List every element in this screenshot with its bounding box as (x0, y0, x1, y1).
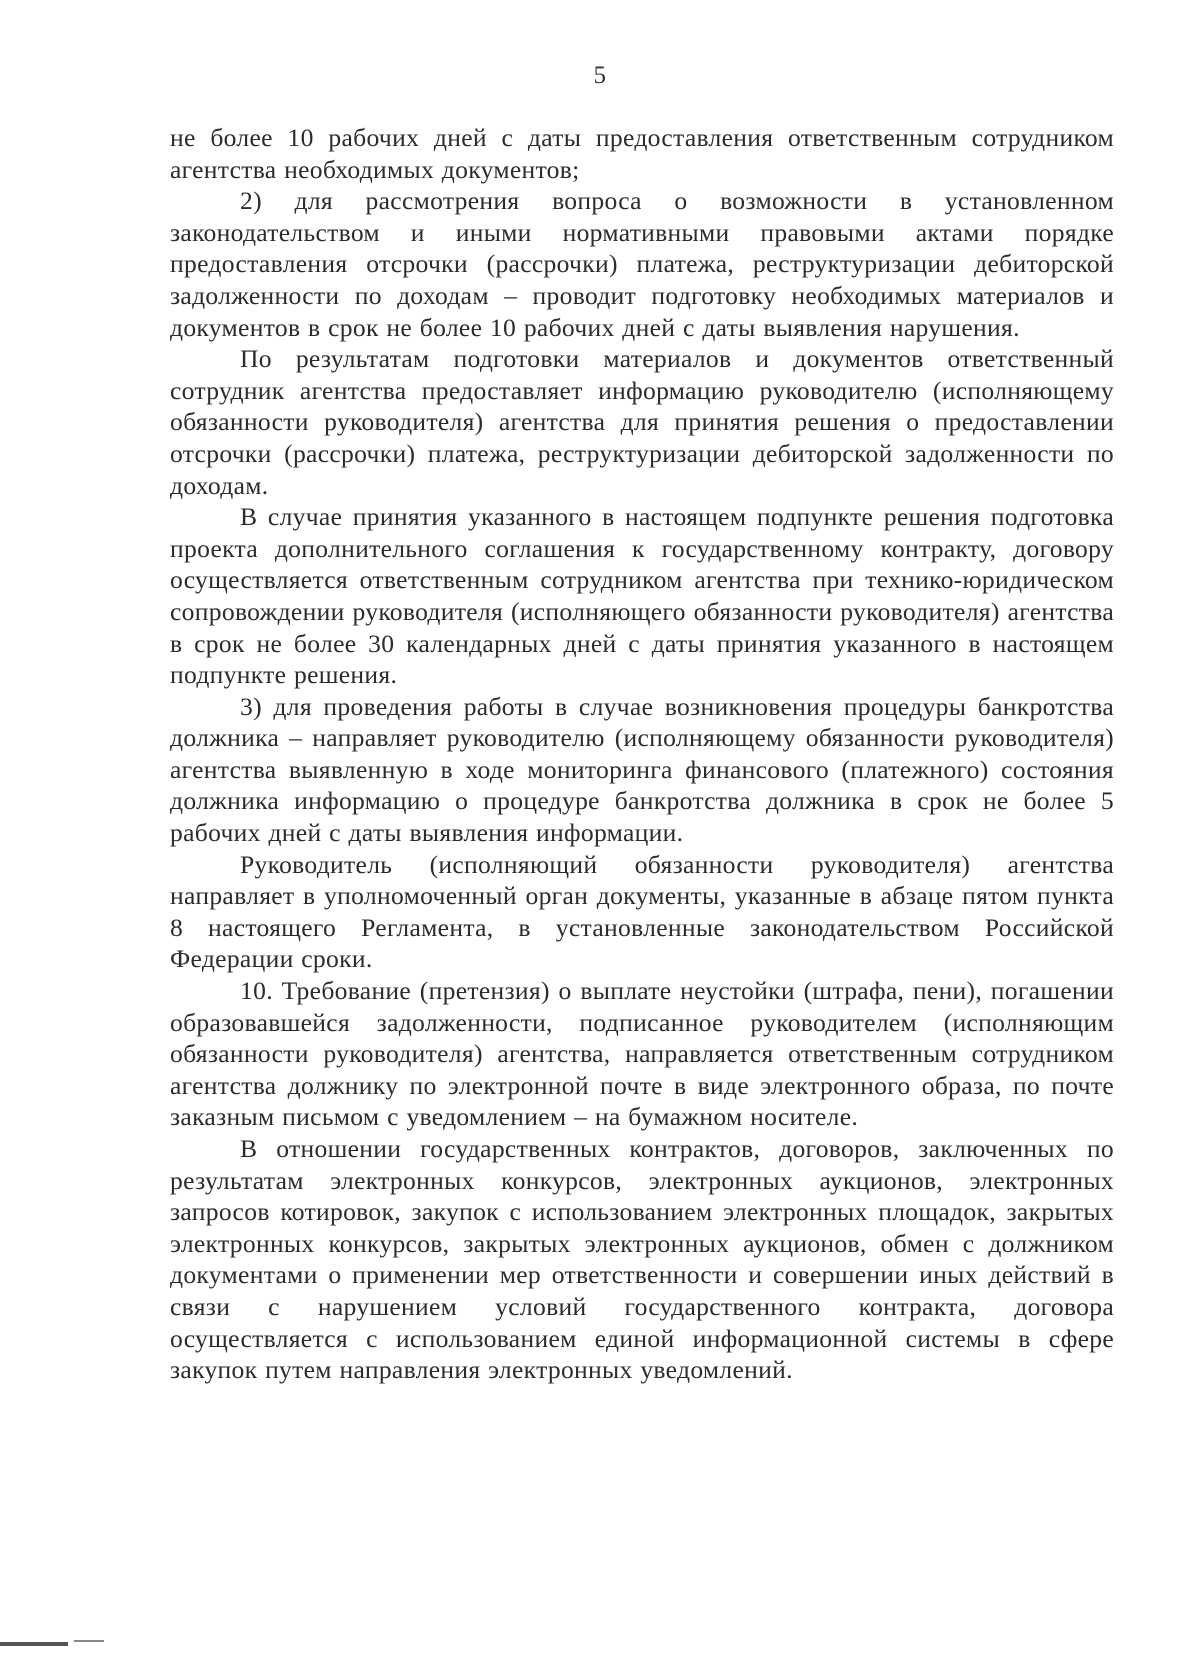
paragraph-item-2: 2) для рассмотрения вопроса о возможности в установленном законодательством и иными нормативными правовыми актами порядке предоставления отсрочки (рассрочки) платежа, реструктуризации дебиторской задолженности по доходам – проводит подготовку необходимых материалов и документов в срок не более 10 рабочих дней с даты выявления нарушения. (170, 186, 1114, 342)
paragraph-electronic: В отношении государственных контрактов, договоров, заключенных по результатам электронных конкурсов, электронных аукционов, электронных запросов котировок, закупок с использованием электронных площадок, закрытых электронных конкурсов, закрытых электронных аукционов, обмен с должником документами о применении мер ответственности и совершении иных действий в связи с нарушением условий государственного контракта, договора осуществляется с использованием единой информационной системы в сфере закупок путем направления электронных уведомлений. (170, 1134, 1114, 1385)
page-number: 5 (593, 62, 607, 89)
scan-edge-mark-secondary (74, 1640, 104, 1648)
paragraph-results: По результатам подготовки материалов и документов ответственный сотрудник агентства предоставляет информацию руководителю (исполняющему обязанности руководителя) агентства для принятия решения о предоставлении отсрочки (рассрочки) платежа, реструктуризации дебиторской задолженности по доходам. (170, 344, 1114, 500)
paragraph-item-3: 3) для проведения работы в случае возникновения процедуры банкротства должника – направляет руководителю (исполняющему обязанности руководителя) агентства выявленную в ходе мониторинга финансового (платежного) состояния должника информацию о процедуре банкротства должника в срок не более 5 рабочих дней с даты выявления информации. (170, 691, 1114, 848)
paragraph-decision: В случае принятия указанного в настоящем подпункте решения подготовка проекта дополнительного соглашения к государственному контракту, договору осуществляется ответственным сотрудником агентства при технико-юридическом сопровождении руководителя (исполняющего обязанности руководителя) агентства в срок не более 30 календарных дней с даты принятия указанного в настоящем подпункте решения. (170, 502, 1114, 690)
paragraph-item-10: 10. Требование (претензия) о выплате неустойки (штрафа, пени), погашении образовавшейся задолженности, подписанное руководителем (исполняющим обязанности руководителя) агентства, направляется ответственным сотрудником агентства должнику по электронной почте в виде электронного образа, по почте заказным письмом с уведомлением – на бумажном носителе. (170, 976, 1114, 1132)
document-body (170, 122, 1114, 1386)
paragraph-head: Руководитель (исполняющий обязанности руководителя) агентства направляет в уполномоченный орган документы, указанные в абзаце пятом пункта 8 настоящего Регламента, в установленные законодательством Российской Федерации сроки. (170, 849, 1114, 974)
paragraph-continuation: не более 10 рабочих дней с даты предоставления ответственным сотрудником агентства необходимых документов; (170, 123, 1114, 184)
scan-edge-mark (0, 1642, 68, 1646)
